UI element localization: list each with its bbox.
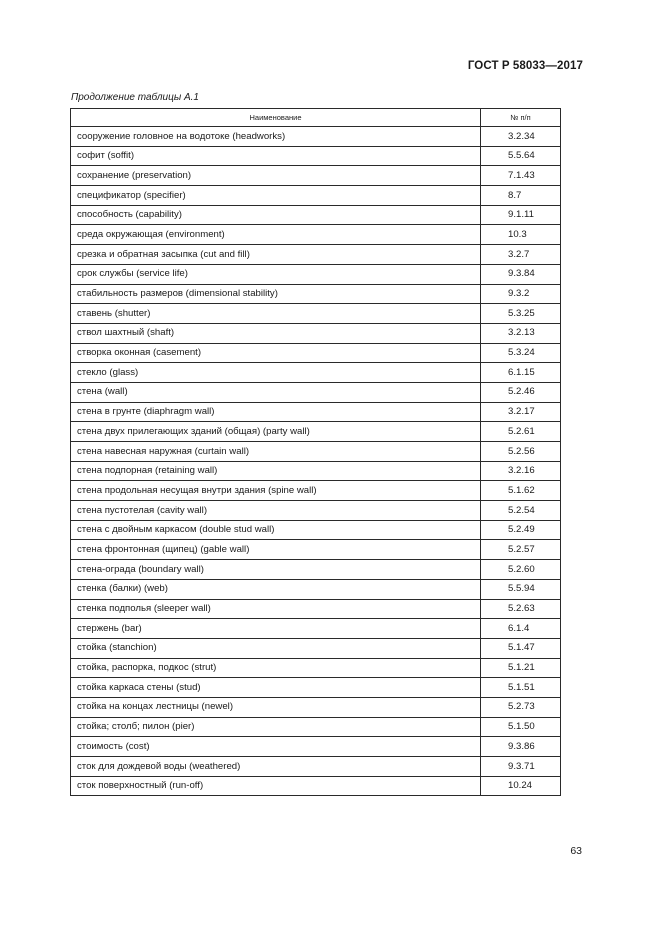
table-row — [71, 461, 561, 481]
term-number: 9.3.71 — [481, 757, 561, 777]
table-row — [71, 599, 561, 619]
term-number: 5.3.24 — [481, 343, 561, 363]
term-name: стержень (bar) — [71, 619, 481, 639]
term-name: стойка; столб; пилон (pier) — [71, 717, 481, 737]
table-header-row — [71, 109, 561, 127]
term-name: стойка каркаса стены (stud) — [71, 678, 481, 698]
table-row — [71, 343, 561, 363]
term-name: ставень (shutter) — [71, 304, 481, 324]
table-caption: Продолжение таблицы А.1 — [71, 92, 199, 103]
table-row — [71, 363, 561, 383]
page-number: 63 — [570, 845, 582, 857]
term-name: ствол шахтный (shaft) — [71, 323, 481, 343]
term-name: сохранение (preservation) — [71, 166, 481, 186]
term-name: стена подпорная (retaining wall) — [71, 461, 481, 481]
term-name: срок службы (service life) — [71, 264, 481, 284]
term-name: стена фронтонная (щипец) (gable wall) — [71, 540, 481, 560]
term-name: стена в грунте (diaphragm wall) — [71, 402, 481, 422]
table-row — [71, 579, 561, 599]
term-number: 3.2.34 — [481, 127, 561, 147]
column-header-number: № п/п — [481, 109, 561, 127]
table-row — [71, 264, 561, 284]
table-row — [71, 245, 561, 265]
term-number: 7.1.43 — [481, 166, 561, 186]
term-name: стена (wall) — [71, 382, 481, 402]
term-number: 6.1.4 — [481, 619, 561, 639]
table-row — [71, 501, 561, 521]
term-number: 5.2.73 — [481, 697, 561, 717]
term-number: 5.1.51 — [481, 678, 561, 698]
table-row — [71, 697, 561, 717]
term-name: срезка и обратная засыпка (cut and fill) — [71, 245, 481, 265]
table-row — [71, 678, 561, 698]
table-row — [71, 619, 561, 639]
term-number: 9.3.2 — [481, 284, 561, 304]
document-designation: ГОСТ Р 58033—2017 — [467, 60, 583, 72]
term-name: способность (capability) — [71, 205, 481, 225]
term-number: 9.3.86 — [481, 737, 561, 757]
term-number: 5.2.56 — [481, 442, 561, 462]
term-number: 6.1.15 — [481, 363, 561, 383]
term-name: сток поверхностный (run-off) — [71, 776, 481, 796]
term-number: 5.2.46 — [481, 382, 561, 402]
term-name: стенка подполья (sleeper wall) — [71, 599, 481, 619]
term-number: 9.1.11 — [481, 205, 561, 225]
term-number: 9.3.84 — [481, 264, 561, 284]
term-number: 3.2.17 — [481, 402, 561, 422]
table-row — [71, 757, 561, 777]
table-row — [71, 638, 561, 658]
terms-table — [70, 108, 561, 796]
table-row — [71, 323, 561, 343]
term-name: стена-ограда (boundary wall) — [71, 560, 481, 580]
term-number: 5.2.49 — [481, 520, 561, 540]
term-name: стабильность размеров (dimensional stability) — [71, 284, 481, 304]
table-row — [71, 402, 561, 422]
term-name: спецификатор (specifier) — [71, 186, 481, 206]
table-row — [71, 520, 561, 540]
term-name: стена двух прилегающих зданий (общая) (party wall) — [71, 422, 481, 442]
term-number: 3.2.13 — [481, 323, 561, 343]
term-number: 5.2.61 — [481, 422, 561, 442]
term-name: стена продольная несущая внутри здания (spine wall) — [71, 481, 481, 501]
term-number: 5.5.94 — [481, 579, 561, 599]
table-row — [71, 717, 561, 737]
table-row — [71, 186, 561, 206]
term-name: стойка (stanchion) — [71, 638, 481, 658]
term-number: 5.2.63 — [481, 599, 561, 619]
table-row — [71, 127, 561, 147]
term-number: 5.2.60 — [481, 560, 561, 580]
term-name: стена пустотелая (cavity wall) — [71, 501, 481, 521]
table-row — [71, 442, 561, 462]
term-number: 5.1.50 — [481, 717, 561, 737]
term-number: 5.5.64 — [481, 146, 561, 166]
term-name: сток для дождевой воды (weathered) — [71, 757, 481, 777]
term-number: 10.3 — [481, 225, 561, 245]
term-name: среда окружающая (environment) — [71, 225, 481, 245]
term-number: 5.3.25 — [481, 304, 561, 324]
term-number: 10.24 — [481, 776, 561, 796]
term-name: стенка (балки) (web) — [71, 579, 481, 599]
table-row — [71, 284, 561, 304]
term-number: 5.1.62 — [481, 481, 561, 501]
term-name: стойка, распорка, подкос (strut) — [71, 658, 481, 678]
term-name: створка оконная (casement) — [71, 343, 481, 363]
table-row — [71, 146, 561, 166]
table-row — [71, 166, 561, 186]
table-row — [71, 737, 561, 757]
term-name: сооружение головное на водотоке (headworks) — [71, 127, 481, 147]
table-row — [71, 540, 561, 560]
table-row — [71, 481, 561, 501]
table-row — [71, 205, 561, 225]
term-number: 5.2.54 — [481, 501, 561, 521]
term-number: 3.2.7 — [481, 245, 561, 265]
term-name: софит (soffit) — [71, 146, 481, 166]
term-number: 5.2.57 — [481, 540, 561, 560]
term-name: стекло (glass) — [71, 363, 481, 383]
table-row — [71, 382, 561, 402]
term-number: 5.1.21 — [481, 658, 561, 678]
table-row — [71, 225, 561, 245]
table-row — [71, 422, 561, 442]
term-number: 5.1.47 — [481, 638, 561, 658]
term-name: стена с двойным каркасом (double stud wall) — [71, 520, 481, 540]
term-name: стойка на концах лестницы (newel) — [71, 697, 481, 717]
table-row — [71, 560, 561, 580]
term-name: стоимость (cost) — [71, 737, 481, 757]
term-name: стена навесная наружная (curtain wall) — [71, 442, 481, 462]
term-number: 8.7 — [481, 186, 561, 206]
table-row — [71, 304, 561, 324]
column-header-name: Наименование — [71, 109, 481, 127]
table-row — [71, 658, 561, 678]
term-number: 3.2.16 — [481, 461, 561, 481]
table-row — [71, 776, 561, 796]
